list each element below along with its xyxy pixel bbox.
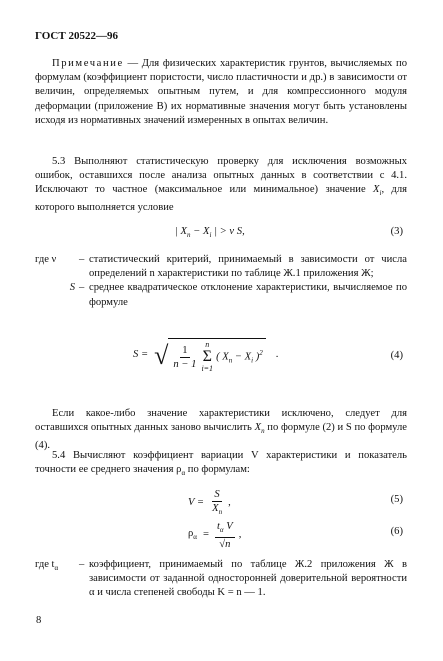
section-5-3-text: 5.3 Выполняют статистическую проверку для исключения возможных ошибок, оставшихся после анализа опытных данных в соответствии с 4.1. Исключают то частное (максимальное или минимальное) значение	[35, 156, 407, 196]
note-label: Примечание	[52, 58, 124, 69]
section-5-3-paragraph	[35, 155, 407, 215]
eq5-den: $X_n$	[212, 503, 223, 517]
eq4-fraction	[171, 344, 198, 371]
definition-term: где ν	[35, 254, 57, 265]
after-eq4-text-b: по формуле (2) и	[267, 422, 344, 434]
eq4-term: ( $X_n - X_i$ )$^2$	[216, 349, 263, 365]
page-number: 8	[36, 615, 42, 626]
xi-symbol: $X_i$	[373, 184, 382, 198]
after-eq4-text-c: S по формуле (4).	[35, 422, 407, 451]
equation-6	[188, 520, 241, 551]
definition-text: статистический критерий, принимаемый в зависимости от числа определений n характеристики по таблице Ж.1 приложения Ж;	[89, 254, 407, 280]
eq3-mid: − X	[190, 226, 210, 237]
square-root	[154, 338, 266, 373]
eq5-lhs: V =	[188, 497, 205, 509]
sum-top: n	[205, 340, 210, 349]
xn-symbol: $X_n$	[254, 422, 265, 436]
definition-text: среднее квадратическое отклонение характеристики, вычисляемое по формуле	[89, 282, 407, 308]
note-paragraph	[35, 57, 407, 128]
equation-4	[133, 338, 278, 373]
section-5-4-tail: по формулам:	[187, 464, 250, 476]
eq6-lhs: $\rho_\alpha$	[188, 527, 197, 541]
definition-dash: –	[79, 282, 85, 294]
definition-term: S	[69, 282, 75, 294]
eq6-num: $t_\alpha$ V	[215, 520, 235, 538]
equation-5-number: (5)	[390, 494, 403, 505]
eq3-rhs: | > ν S,	[211, 226, 245, 237]
equation-4-number: (4)	[390, 350, 403, 361]
rho-alpha-symbol: $\rho_\alpha$	[176, 464, 186, 478]
definition-s	[35, 281, 407, 309]
equation-6-number: (6)	[390, 526, 403, 537]
eq6-den: √n	[219, 539, 231, 551]
definition-dash: –	[79, 254, 85, 265]
eq3-sub-n: n	[187, 231, 191, 240]
eq4-frac-den: n − 1	[173, 358, 197, 370]
eq6-fraction	[215, 520, 235, 551]
eq3-sub-i: i	[209, 231, 212, 240]
section-5-4-text: 5.4 Вычисляют коэффициент вариации V характеристики и показатель точности ее среднего значения	[35, 450, 407, 476]
eq3-lhs: | X	[175, 226, 188, 237]
after-eq4-paragraph	[35, 407, 407, 453]
eq6-equals: =	[202, 529, 209, 541]
equation-5	[188, 488, 231, 519]
sum-bottom: i=1	[201, 364, 214, 373]
definition-nu	[35, 253, 407, 281]
definition-text: коэффициент, принимаемый по таблице Ж.2 приложения Ж в зависимости от заданной односторонней доверительной вероятности α и числа степеней свободы K = n — 1.	[89, 559, 407, 599]
eq4-lhs: S =	[133, 349, 149, 361]
summation	[201, 341, 213, 373]
equation-3	[175, 225, 245, 242]
definition-term: где $t_\alpha$	[35, 559, 59, 573]
eq6-comma: ,	[238, 529, 242, 541]
eq4-frac-num: 1	[182, 344, 188, 356]
eq5-fraction	[210, 488, 224, 519]
definitions-list	[35, 253, 407, 310]
equation-3-number: (3)	[390, 226, 403, 237]
sqrt-sign-icon: √	[154, 340, 169, 370]
sigma-icon: Σ	[202, 348, 212, 365]
section-5-3-tail: , для которого выполняется условие	[35, 184, 407, 213]
eq4-dot: .	[275, 349, 279, 361]
eq5-comma: ,	[228, 497, 231, 509]
eq5-num: S	[214, 489, 220, 500]
definition-t-alpha	[35, 558, 407, 601]
definition-dash: –	[79, 559, 85, 570]
after-eq4-text: Если какое-либо значение характеристики исключено, следует для оставшихся опытных данных заново вычислить	[35, 408, 407, 434]
note-text: — Для физических характеристик грунтов, вычисляемых по формулам (коэффициент пористости, число пластичности и др.) в зависимости от величин, определяемых опытным путем, и для компрессионного модуля деформации (приложение В) их нормативные значения могут быть установлены исходя из нормативных значений измеренных в опытах величин.	[35, 58, 407, 126]
section-5-4-paragraph	[35, 449, 407, 481]
document-header: ГОСТ 20522—96	[35, 30, 118, 42]
